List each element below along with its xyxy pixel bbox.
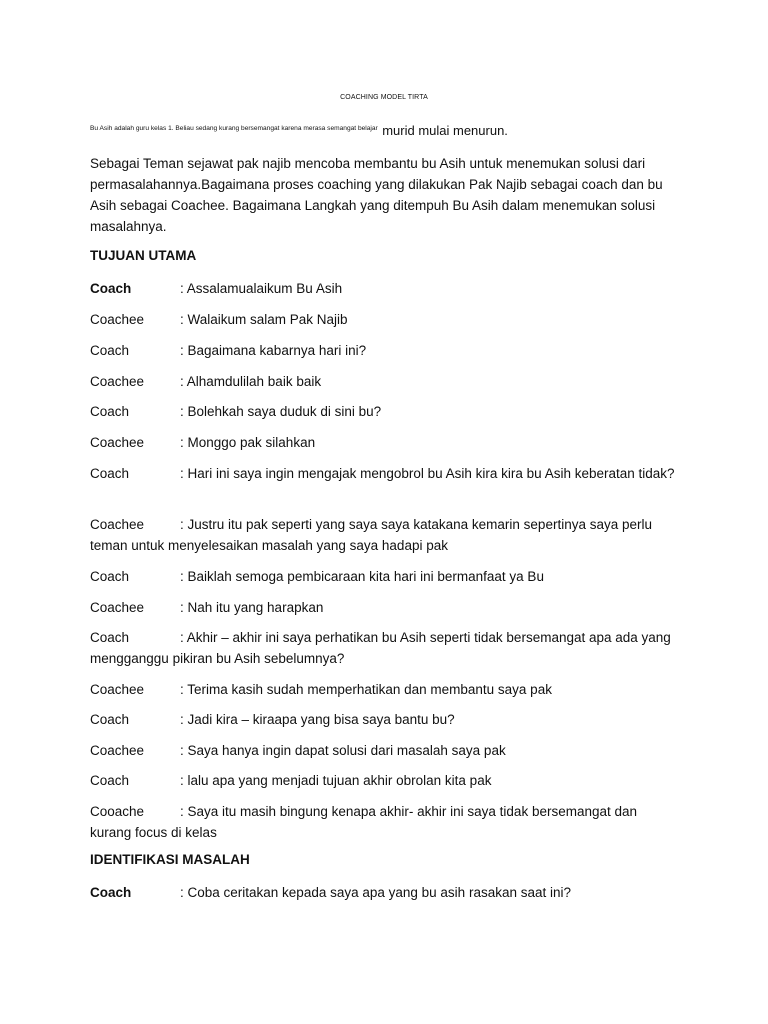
speaker-label: Coach xyxy=(90,569,130,584)
speaker-label: Coach xyxy=(90,885,132,900)
section-heading-identifikasi-masalah: IDENTIFIKASI MASALAH xyxy=(90,852,250,867)
dialogue-line xyxy=(90,627,680,669)
speaker-label: Coachee xyxy=(90,600,145,615)
speaker-label: Coachee xyxy=(90,682,145,697)
dialogue-line xyxy=(90,679,680,700)
speaker-label: Coach xyxy=(90,281,132,296)
dialogue-line xyxy=(90,514,680,556)
dialogue-line xyxy=(90,278,680,299)
dialogue-text: : Alhamdulilah baik baik xyxy=(180,374,322,389)
dialogue-line xyxy=(90,801,680,843)
dialogue-text: : Terima kasih sudah memperhatikan dan membantu saya pak xyxy=(180,682,552,697)
intro-large-text: murid mulai menurun. xyxy=(382,123,508,138)
document-title: COACHING MODEL TIRTA xyxy=(340,94,428,101)
section-heading-tujuan-utama: TUJUAN UTAMA xyxy=(90,248,197,263)
dialogue-text: : Walaikum salam Pak Najib xyxy=(180,312,348,327)
dialogue-line xyxy=(90,566,680,587)
dialogue-line xyxy=(90,740,680,761)
dialogue-text: : Jadi kira – kiraapa yang bisa saya bantu bu? xyxy=(180,712,455,727)
dialogue-text: : Monggo pak silahkan xyxy=(180,435,316,450)
dialogue-line xyxy=(90,401,680,422)
dialogue-text: : Coba ceritakan kepada saya apa yang bu asih rasakan saat ini? xyxy=(180,885,572,900)
dialogue-text: : Justru itu pak seperti yang saya saya katakana kemarin sepertinya saya perlu teman untuk menyelesaikan masalah yang saya hadapi pak xyxy=(90,517,652,553)
dialogue-text: : lalu apa yang menjadi tujuan akhir obrolan kita pak xyxy=(180,773,492,788)
speaker-label: Coach xyxy=(90,404,130,419)
intro-paragraph: Sebagai Teman sejawat pak najib mencoba membantu bu Asih untuk menemukan solusi dari permasalahannya.Bagaimana proses coaching yang dilakukan Pak Najib sebagai coach dan bu Asih sebagai Coachee. Bagaimana Langkah yang ditempuh Bu Asih dalam menemukan solusi masalahnya. xyxy=(90,156,663,234)
dialogue-text: : Bolehkah saya duduk di sini bu? xyxy=(180,404,382,419)
dialogue-text: : Saya hanya ingin dapat solusi dari masalah saya pak xyxy=(180,743,506,758)
speaker-label: Coachee xyxy=(90,435,145,450)
speaker-label: Coach xyxy=(90,466,130,481)
dialogue-line xyxy=(90,371,680,392)
intro-small-text: Bu Asih adalah guru kelas 1. Beliau sedang kurang bersemangat karena merasa semangat belajar xyxy=(90,125,378,132)
speaker-label: Coachee xyxy=(90,743,145,758)
intro-line xyxy=(90,122,690,140)
speaker-label: Coach xyxy=(90,773,130,788)
dialogue-text: : Bagaimana kabarnya hari ini? xyxy=(180,343,367,358)
dialogue-text: : Saya itu masih bingung kenapa akhir- akhir ini saya tidak bersemangat dan kurang focus di kelas xyxy=(90,804,638,840)
speaker-label: Coachee xyxy=(90,517,145,532)
dialogue-text: : Baiklah semoga pembicaraan kita hari ini bermanfaat ya Bu xyxy=(180,569,544,584)
speaker-label: Coach xyxy=(90,630,130,645)
dialogue-line xyxy=(90,463,680,484)
speaker-label: Coach xyxy=(90,712,130,727)
dialogue-line xyxy=(90,882,680,903)
dialogue-line xyxy=(90,597,680,618)
dialogue-line xyxy=(90,432,680,453)
speaker-label: Coachee xyxy=(90,312,145,327)
dialogue-line xyxy=(90,709,680,730)
dialogue-text: : Akhir – akhir ini saya perhatikan bu Asih seperti tidak bersemangat apa ada yang mengganggu pikiran bu Asih sebelumnya? xyxy=(90,630,671,666)
dialogue-line xyxy=(90,309,680,330)
dialogue-line xyxy=(90,340,680,361)
speaker-label: Cooache xyxy=(90,804,145,819)
dialogue-text: : Nah itu yang harapkan xyxy=(180,600,324,615)
dialogue-text: : Assalamualaikum Bu Asih xyxy=(180,281,343,296)
dialogue-line xyxy=(90,770,680,791)
speaker-label: Coach xyxy=(90,343,130,358)
dialogue-text: : Hari ini saya ingin mengajak mengobrol bu Asih kira kira bu Asih keberatan tidak? xyxy=(180,466,675,481)
speaker-label: Coachee xyxy=(90,374,145,389)
